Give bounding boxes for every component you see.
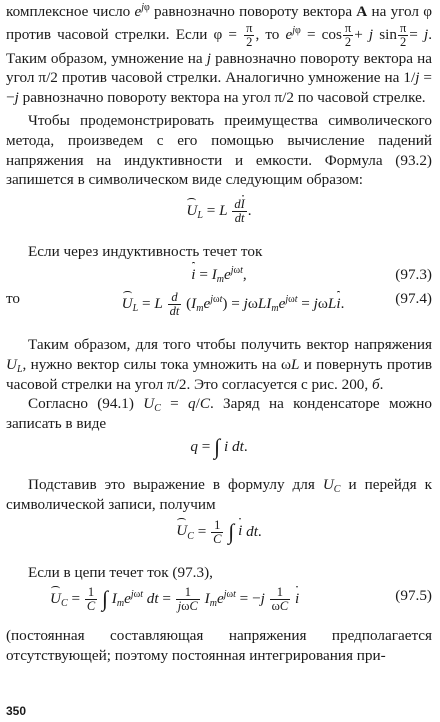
- equation-current: $i = I_me^{j\omega t}$, (97.3): [191, 265, 432, 286]
- page-number: 350: [6, 704, 27, 718]
- paragraph-euler: комплексное число $e^{j\varphi}$ равнозначно повороту вектора A на угол φ против часовой стрелки. Если φ = $\frac{\pi}{2}$ , то $e^{j\varphi} = \cos$ $\frac{\pi}{2}$ + j sin $\frac{\pi}{2}$ = j. Таким образом, умножение на j равнозначно повороту вектора на угол π/2 против часовой стрелки. Аналогично умножение на 1/j = −j равнозначно повороту вектора на угол π/2 по часовой стрелке.: [6, 2, 433, 106]
- equation-number: (97.4): [395, 290, 432, 308]
- equation-number: (97.5): [395, 587, 432, 605]
- equation-charge: q = ∫ i dt.: [190, 434, 248, 460]
- paragraph-constant-component: (постоянная составляющая напряжения предполагается отсутствующей; поэтому постоянная интегрирования при-: [6, 627, 432, 664]
- paragraph-inductance-current: Если через индуктивность течет ток: [28, 242, 263, 260]
- equation-uc-result: $U_C$ = $\frac{1}{C}$ ∫ $I_me^{j\omega t}$ dt = $\frac{1}{\text{jωC}}$ $I_me^{j\omega t} = -j$ $\frac{1}{\omega C}$ i (97.5): [50, 585, 432, 614]
- paragraph-substitution: Подставив это выражение в формулу для $U_C$ и перейдя к символической записи, получим: [6, 476, 432, 513]
- paragraph-symbolic-method: Чтобы продемонстрировать преимущества символического метода, произведем с его помощью вычисление падений напряжения на индуктивности и емкости. Формула (93.2) запишется в символическом виде следующим образом:: [6, 112, 432, 189]
- equation-uc-integral: $U_C$ = $\frac{1}{C}$ ∫ i dt.: [176, 517, 262, 546]
- paragraph-voltage-vector: Таким образом, для того чтобы получить вектор напряжения $U_L$, нужно вектор силы тока умножить на ωL и повернуть против часовой стрелки на угол π/2. Это согласуется с рис. 200, б.: [6, 336, 432, 393]
- equation-ul-result: то $U_L = L$ $\frac{d}{dt}$ $(I_me^{j\omega t}) = j\omega LI_me^{j\omega t} = j\omega Li$. (97.4): [6, 290, 432, 319]
- page: [6, 2, 432, 665]
- paragraph-capacitor-charge: Согласно (94.1) $U_C = q/C$. Заряд на конденсаторе можно записать в виде: [6, 395, 432, 432]
- word-to: то: [6, 290, 21, 308]
- equation-number: (97.3): [395, 266, 432, 284]
- equation-ul-derivative: $U_L = L$ $\frac{dI}{dt}$ .: [186, 196, 252, 225]
- paragraph-circuit-current: Если в цепи течет ток (97.3),: [28, 563, 213, 581]
